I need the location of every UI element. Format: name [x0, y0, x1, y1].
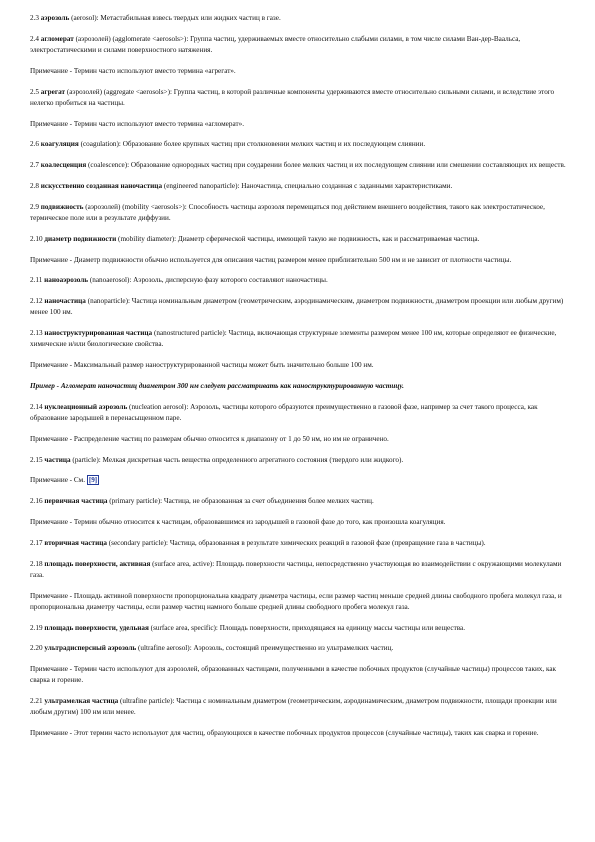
term-name: агрегат — [40, 87, 66, 96]
note-text: Примечание - Этот термин часто используют для частиц, образующихся в качестве побочных продуктов процессов (случайные частицы), таких как сварка и горение. — [30, 729, 539, 738]
term-definition: (engineered nanoparticle): Наночастица, специально созданная с заданными характеристиками. — [162, 181, 453, 190]
term-number: 2.12 — [30, 297, 43, 306]
definition-paragraph — [30, 296, 567, 318]
term-number: 2.5 — [30, 87, 39, 96]
definition-paragraph — [30, 139, 567, 150]
term-name: частица — [44, 455, 71, 464]
term-number: 2.18 — [30, 559, 43, 568]
term-number: 2.7 — [30, 161, 39, 170]
term-name: площадь поверхности, активная — [44, 559, 151, 568]
definition-paragraph — [30, 13, 567, 24]
term-name: вторичная частица — [44, 538, 107, 547]
term-name: ультрамелкая частица — [44, 697, 119, 706]
term-number: 2.11 — [30, 276, 43, 285]
note-text: Примечание - Термин обычно относится к частицам, образовавшимся из зародышей в газовой фазе до того, как произошла коагуляция. — [30, 517, 446, 526]
term-definition: (primary particle): Частица, не образованная за счет объединения более мелких частиц. — [107, 497, 374, 506]
definition-paragraph — [30, 87, 567, 109]
term-definition: (particle): Мелкая дискретная часть вещества определенного агрегатного состояния (твердого или жидкого). — [70, 455, 404, 464]
term-name: подвижность — [40, 202, 84, 211]
term-number: 2.21 — [30, 697, 43, 706]
definition-paragraph — [30, 402, 567, 424]
definition-paragraph — [30, 455, 567, 466]
note-text: Примечание - Термин часто используют для аэрозолей, образованных частицами, полученными в качестве побочных продуктов (случайные частицы) процессов таких, как сварка и горение. — [30, 665, 557, 685]
term-name: искусственно созданная наночастица — [40, 181, 163, 190]
term-number: 2.17 — [30, 538, 43, 547]
term-definition: (coagulation): Образование более крупных частиц при столкновении мелких частиц и их последующем слиянии. — [78, 140, 426, 149]
term-definition: (secondary particle): Частица, образованная в результате химических реакций в газовой фазе (превращение газа в частицы). — [106, 538, 486, 547]
term-name: первичная частица — [44, 497, 108, 506]
note-paragraph — [30, 255, 567, 266]
term-number: 2.15 — [30, 455, 43, 464]
note-text: Примечание - См. — [30, 476, 86, 485]
note-paragraph — [30, 664, 567, 686]
term-definition: (coalescence): Образование однородных частиц при соударении более мелких частиц и их последующем слиянии или смешении составляющих их веществ. — [86, 161, 566, 170]
term-name: агломерат — [40, 34, 74, 43]
term-number: 2.13 — [30, 329, 43, 338]
term-definition: (aerosol): Метастабильная взвесь твердых или жидких частиц в газе. — [69, 14, 281, 22]
term-name: наноаэрозоль — [44, 276, 89, 285]
term-number: 2.10 — [30, 234, 43, 243]
definition-paragraph — [30, 202, 567, 224]
term-definition: (nanoparticle): Частица номинальным диаметром (геометрическим, аэродинамическим, диаметром подвижности, диаметром проекции или любым другим) менее 100 нм. — [30, 297, 564, 317]
note-text: Примечание - Максимальный размер наноструктурированной частицы может быть значительно больше 100 нм. — [30, 361, 374, 370]
term-number: 2.19 — [30, 623, 43, 632]
definition-paragraph — [30, 160, 567, 171]
term-number: 2.8 — [30, 181, 39, 190]
term-definition: (ultrafine aerosol): Аэрозоль, состоящий преимущественно из ультрамелких частиц. — [136, 644, 394, 653]
term-name: площадь поверхности, удельная — [44, 623, 149, 632]
term-number: 2.20 — [30, 644, 43, 653]
note-text: Примечание - Термин часто используют вместо термина «агрегат». — [30, 66, 236, 75]
term-name: нуклеационный аэрозоль — [44, 402, 128, 411]
definition-paragraph — [30, 623, 567, 634]
term-number: 2.14 — [30, 402, 43, 411]
definition-paragraph — [30, 234, 567, 245]
note-paragraph — [30, 591, 567, 613]
term-name: наноструктурированная частица — [44, 329, 153, 338]
term-name: диаметр подвижности — [44, 234, 117, 243]
definition-paragraph — [30, 34, 567, 56]
term-name: аэрозоль — [40, 14, 70, 22]
note-text: Примечание - Площадь активной поверхности пропорциональна квадрату диаметра частицы, если размер частиц меньше средней длины свободного пробега молекул газа, и пропорциональна диаметру частицы, если размер частиц намного больше средней длины свободного пробега молекул газа. — [30, 591, 562, 611]
note-paragraph — [30, 475, 567, 486]
definition-paragraph — [30, 328, 567, 350]
note-paragraph — [30, 119, 567, 130]
definition-paragraph — [30, 181, 567, 192]
note-text: Примечание - Диаметр подвижности обычно используется для описания частиц размером менее приблизительно 500 нм и не зависит от плотности частицы. — [30, 255, 512, 264]
term-definition: (аэрозолей) (mobility <aerosols>): Способность частицы аэрозоля перемещаться под действием внешнего воздействия, такого как электростатическое, термическое поле или в результате диффузии. — [30, 202, 545, 222]
term-number: 2.3 — [30, 14, 39, 22]
term-definition: (surface area, specific): Площадь поверхности, приходящаяся на единицу массы частицы или вещества. — [148, 623, 466, 632]
definition-paragraph — [30, 559, 567, 581]
term-definition: (аэрозолей) (aggregate <aerosols>): Группа частиц, в которой различные компоненты удерживаются вместе относительно сильными силами, и вследствие этого нелегко пробиться на частицы. — [30, 87, 555, 107]
term-definition: (nucleation aerosol): Аэрозоль, частицы которого образуются преимущественно в газовой фазе, например за счет такого процесса, как образование зародышей в перенасыщенном паре. — [30, 402, 538, 422]
note-paragraph — [30, 360, 567, 371]
term-definition: (nanostructured particle): Частица, включающая структурные элементы размером менее 100 нм, которые определяют ее физические, химические и/или биологические свойства. — [30, 329, 557, 349]
note-paragraph — [30, 517, 567, 528]
term-number: 2.9 — [30, 202, 39, 211]
note-paragraph — [30, 434, 567, 445]
term-number: 2.16 — [30, 497, 43, 506]
note-paragraph — [30, 728, 567, 739]
term-name: коагуляция — [40, 140, 79, 149]
definition-paragraph — [30, 538, 567, 549]
term-definition: (аэрозолей) (agglomerate <aerosols>): Группа частиц, удерживаемых вместе относительно слабыми силами, в том числе силами Ван-дер-Ваальса, электростатическими и силами поверхностного натяжения. — [30, 34, 521, 54]
term-name: ультрадисперсный аэрозоль — [44, 644, 137, 653]
note-paragraph — [30, 66, 567, 77]
reference-link[interactable]: [9] — [88, 476, 98, 485]
term-definition: (ultrafine particle): Частица с номинальным диаметром (геометрическим, аэродинамическим, диаметром подвижности, площади проекции или любым другим) 100 нм или менее. — [30, 697, 557, 717]
term-definition: (mobility diameter): Диаметр сферической частицы, имеющей такую же подвижность, как и рассматриваемая частица. — [116, 234, 480, 243]
example-text: Пример - Агломерат наночастиц диаметром 300 нм следует рассматривать как наноструктурированную частицу. — [30, 381, 404, 390]
definition-paragraph — [30, 643, 567, 654]
note-text: Примечание - Термин часто используют вместо термина «агломерат». — [30, 119, 245, 128]
term-name: коалесценция — [40, 161, 87, 170]
term-number: 2.6 — [30, 140, 39, 149]
term-name: наночастица — [44, 297, 86, 306]
definition-paragraph — [30, 275, 567, 286]
term-definition: (surface area, active): Площадь поверхности частицы, непосредственно участвующая во взаимодействии с окружающими молекулами газа. — [30, 559, 562, 579]
example-paragraph — [30, 381, 567, 392]
term-number: 2.4 — [30, 34, 39, 43]
note-text: Примечание - Распределение частиц по размерам обычно относится к диапазону от 1 до 50 нм, но им не ограничено. — [30, 434, 389, 443]
term-definition: (nanoaerosol): Аэрозоль, дисперсную фазу которого составляют наночастицы. — [88, 276, 328, 285]
definition-paragraph — [30, 496, 567, 507]
definition-paragraph — [30, 696, 567, 718]
